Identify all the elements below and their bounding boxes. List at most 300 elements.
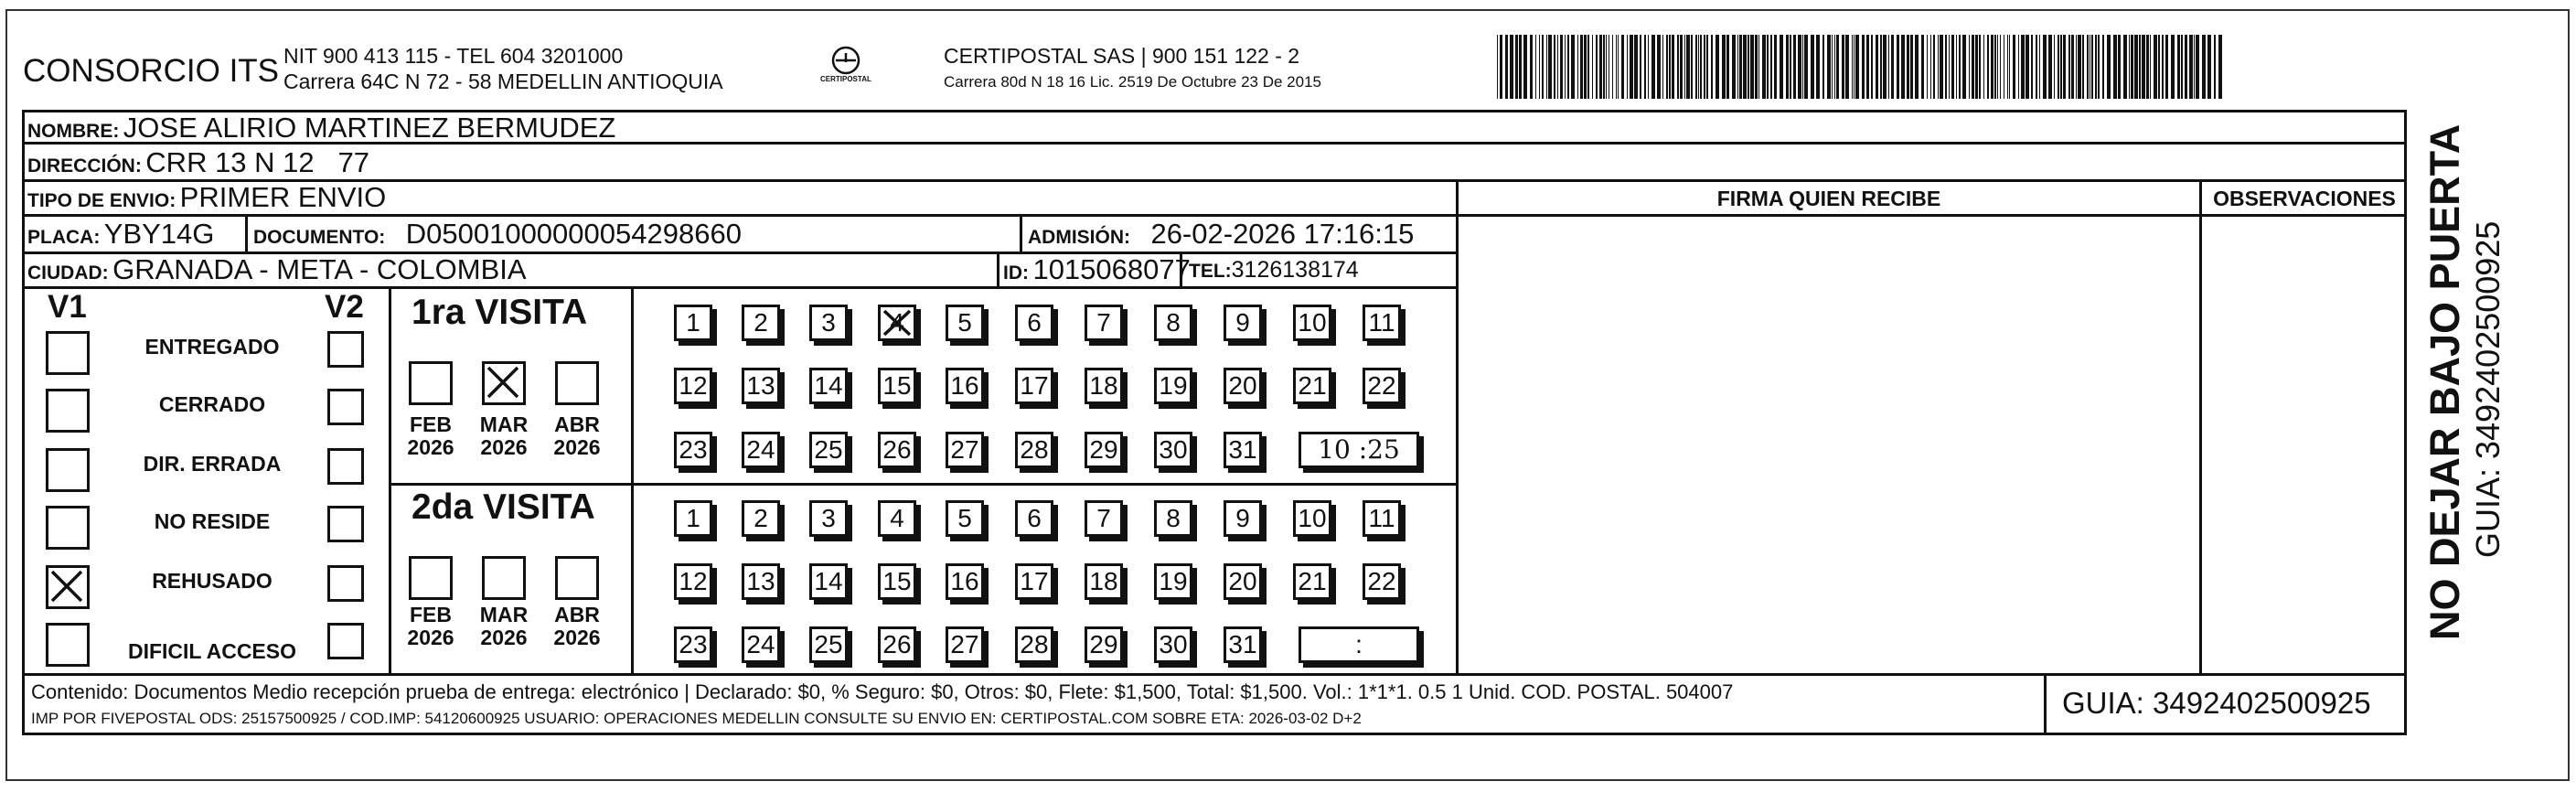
check-mark-icon [48, 568, 87, 606]
month-checkbox[interactable] [409, 556, 453, 600]
barcode-bar [1695, 35, 1697, 99]
day-box[interactable]: 16 [946, 563, 984, 600]
barcode-bar [1505, 35, 1508, 99]
barcode-bar [1546, 35, 1547, 99]
month-year: 2026 [553, 435, 601, 459]
side-guia: GUIA: 3492402500925 [2469, 220, 2507, 558]
barcode-bar [1811, 35, 1814, 99]
day-box[interactable]: 24 [742, 626, 780, 663]
check-mark-icon [485, 364, 523, 402]
city-value: GRANADA - META - COLOMBIA [112, 253, 527, 285]
barcode-bar [1762, 35, 1766, 99]
barcode-bar [1722, 35, 1726, 99]
barcode-bar [1739, 35, 1742, 99]
barcode-bar [2021, 35, 2025, 99]
barcode-bar [1774, 35, 1777, 99]
visit1-title: 1ra VISITA [412, 293, 588, 332]
barcode-bar [1790, 35, 1791, 99]
barcode-bar [1648, 35, 1649, 99]
plate-value: YBY14G [103, 218, 215, 250]
day-box[interactable]: 12 [674, 368, 712, 404]
col-line [631, 286, 634, 673]
barcode-bar [1834, 35, 1835, 99]
day-box[interactable]: 28 [1015, 432, 1053, 468]
day-box[interactable]: 7 [1085, 305, 1123, 341]
barcode-bar [1644, 35, 1646, 99]
barcode-bar [2131, 35, 2133, 99]
barcode-bar [1767, 35, 1769, 99]
certipostal-name: CERTIPOSTAL SAS | 900 151 122 - 2 [944, 44, 1300, 68]
v2-checkbox[interactable] [327, 389, 364, 425]
day-box[interactable]: 9 [1224, 500, 1262, 537]
barcode-bar [1793, 35, 1796, 99]
barcode-bar [1949, 35, 1950, 99]
admission-value: 26-02-2026 17:16:15 [1150, 218, 1415, 250]
check-mark-icon [881, 307, 915, 340]
barcode-bar [2091, 35, 2093, 99]
barcode-bar [1565, 35, 1566, 99]
day-box[interactable]: 19 [1154, 368, 1192, 404]
day-box[interactable]: 15 [878, 563, 916, 600]
barcode-bar [1616, 35, 1617, 99]
barcode-bar [1994, 35, 1996, 99]
barcode-bar [1871, 35, 1873, 99]
barcode-bar [1987, 35, 1989, 99]
barcode-bar [1897, 35, 1899, 99]
barcode-bar [2018, 35, 2019, 99]
day-box[interactable]: 26 [878, 626, 916, 663]
day-box[interactable]: 17 [1015, 563, 1053, 600]
barcode-bar [1743, 35, 1747, 99]
footer-imp: IMP POR FIVEPOSTAL ODS: 25157500925 / COD.IMP: 54120600925 USUARIO: OPERACIONES MEDELLIN CONSULTE SU ENVIO EN: CERTIPOSTAL.COM SOBRE ETA: 2026-03-02 D+2 [31, 710, 1362, 727]
day-box[interactable]: 8 [1154, 500, 1192, 537]
day-box[interactable]: 2 [742, 500, 780, 537]
day-box[interactable]: 3 [809, 500, 848, 537]
barcode-bar [2000, 35, 2001, 99]
day-box[interactable]: 23 [674, 432, 712, 468]
v1-checkbox[interactable] [46, 565, 90, 609]
barcode-bar [1975, 35, 1978, 99]
month-label [545, 413, 609, 459]
status-option-label: DIR. ERRADA [143, 452, 282, 476]
barcode-bar [2129, 35, 2130, 99]
day-box[interactable]: 30 [1154, 432, 1192, 468]
barcode-bar [1684, 35, 1685, 99]
day-box[interactable]: 6 [1015, 305, 1053, 341]
day-box[interactable]: 13 [742, 563, 780, 600]
day-box[interactable]: 26 [878, 432, 916, 468]
row-line [389, 483, 1459, 486]
barcode-bar [1969, 35, 1970, 99]
admission-label: ADMISIÓN: [1028, 227, 1130, 248]
document-value: D05001000000054298660 [405, 218, 742, 250]
barcode-bar [1510, 35, 1513, 99]
barcode-bar [1580, 35, 1583, 99]
month-year: 2026 [407, 626, 454, 649]
day-box[interactable]: 20 [1224, 368, 1262, 404]
barcode-bar [2171, 35, 2175, 99]
city-label: CIUDAD: [27, 262, 109, 284]
day-box[interactable]: 1 [674, 500, 712, 537]
day-box[interactable]: 31 [1224, 432, 1262, 468]
col-line [1020, 214, 1022, 252]
day-box[interactable]: 5 [946, 305, 984, 341]
v2-checkbox[interactable] [327, 506, 364, 542]
month-checkbox[interactable] [482, 361, 526, 405]
type-row [27, 181, 386, 214]
barcode-bar [1560, 35, 1563, 99]
certipostal-logo [818, 42, 873, 97]
month-name: ABR [554, 603, 600, 626]
visit-time-box[interactable]: 10 :25 [1299, 432, 1419, 468]
barcode-bar [2181, 35, 2183, 99]
month-name: FEB [410, 412, 452, 436]
row-line [22, 286, 1458, 289]
barcode-bar [1606, 35, 1607, 99]
day-box[interactable]: 23 [674, 626, 712, 663]
barcode-bar [1592, 35, 1593, 99]
day-box[interactable]: 22 [1363, 563, 1401, 600]
barcode-bar [1854, 35, 1855, 99]
document-cell [253, 218, 742, 251]
barcode-bar [2031, 35, 2033, 99]
status-option-label: DIFICIL ACCESO [127, 639, 296, 663]
barcode-bar [1657, 35, 1661, 99]
v1-checkbox[interactable] [46, 506, 90, 550]
barcode-bar [1891, 35, 1894, 99]
barcode-bar [1940, 35, 1943, 99]
barcode-bar [1804, 35, 1808, 99]
type-label: TIPO DE ENVIO: [27, 190, 176, 211]
barcode-bar [1691, 35, 1693, 99]
day-box[interactable]: 29 [1085, 432, 1123, 468]
name-label: NOMBRE: [27, 121, 120, 142]
barcode-bar [2071, 35, 2074, 99]
barcode-bar [2154, 35, 2157, 99]
barcode-bar [1700, 35, 1702, 99]
tel-label: TEL: [1189, 261, 1232, 282]
barcode-bar [1662, 35, 1663, 99]
barcode-bar [1716, 35, 1719, 99]
day-box[interactable]: 25 [809, 432, 848, 468]
month-name: FEB [410, 603, 452, 626]
name-value: JOSE ALIRIO MARTINEZ BERMUDEZ [123, 112, 616, 144]
barcode-bar [2058, 35, 2059, 99]
logo-text: CERTIPOSTAL [820, 75, 871, 83]
barcode-bar [2087, 35, 2089, 99]
observations-header: OBSERVACIONES [2213, 187, 2396, 210]
barcode-bar [1497, 35, 1498, 99]
status-option-label: CERRADO [158, 392, 266, 416]
footer-content: Contenido: Documentos Medio recepción prueba de entrega: electrónico | Declarado: $0, % Seguro: $0, Otros: $0, Flete: $1,500, Total: $1,500. Vol.: 1*1*1. 0.5 1 Unid. COD. POSTAL. 504007 [31, 680, 1734, 703]
footer-guia: GUIA: 3492402500925 [2062, 686, 2371, 720]
day-box[interactable]: 4 [878, 500, 916, 537]
row-line [22, 214, 1458, 217]
col-line [245, 214, 248, 252]
month-checkbox[interactable] [409, 361, 453, 405]
barcode-bar [1621, 35, 1624, 99]
barcode-bar [2189, 35, 2193, 99]
barcode-bar [1680, 35, 1683, 99]
barcode-bar [2146, 35, 2149, 99]
v2-checkbox[interactable] [327, 565, 364, 602]
barcode-bar [2107, 35, 2111, 99]
address-label: DIRECCIÓN: [27, 155, 142, 177]
day-box[interactable]: 27 [946, 432, 984, 468]
day-box[interactable]: 13 [742, 368, 780, 404]
barcode-bar [1523, 35, 1527, 99]
barcode-bar [2043, 35, 2047, 99]
v1-checkbox[interactable] [46, 623, 90, 667]
barcode-bar [1596, 35, 1598, 99]
barcode-bar [1930, 35, 1931, 99]
day-box[interactable]: 25 [809, 626, 848, 663]
barcode-bar [2207, 35, 2211, 99]
day-box[interactable]: 14 [809, 368, 848, 404]
month-checkbox[interactable] [555, 556, 599, 600]
barcode-bar [2078, 35, 2081, 99]
company-address: Carrera 64C N 72 - 58 MEDELLIN ANTIOQUIA [283, 70, 723, 93]
barcode-bar [2196, 35, 2199, 99]
barcode-bar [1832, 35, 1833, 99]
day-box[interactable]: 9 [1224, 305, 1262, 341]
barcode-bar [2013, 35, 2015, 99]
barcode-bar [2165, 35, 2168, 99]
barcode-bar [2218, 35, 2222, 99]
barcode-bar [2150, 35, 2151, 99]
barcode-bar [1618, 35, 1619, 99]
barcode-bar [2194, 35, 2195, 99]
day-box[interactable]: 21 [1293, 368, 1331, 404]
barcode-bar [1888, 35, 1889, 99]
day-box[interactable]: 1 [674, 305, 712, 341]
barcode-bar [2185, 35, 2187, 99]
month-checkbox[interactable] [482, 556, 526, 600]
day-box[interactable]: 27 [946, 626, 984, 663]
barcode-bar [1669, 35, 1671, 99]
barcode-bar [1640, 35, 1641, 99]
barcode-bar [2063, 35, 2066, 99]
barcode-bar [1827, 35, 1831, 99]
day-box[interactable]: 11 [1363, 305, 1401, 341]
v1-checkbox[interactable] [46, 331, 90, 375]
barcode-bar [1959, 35, 1961, 99]
barcode-bar [1862, 35, 1865, 99]
day-box[interactable]: 5 [946, 500, 984, 537]
barcode-bar [2102, 35, 2104, 99]
day-box[interactable]: 24 [742, 432, 780, 468]
type-value: PRIMER ENVIO [179, 181, 387, 213]
day-box[interactable]: 22 [1363, 368, 1401, 404]
day-box[interactable]: 3 [809, 305, 848, 341]
day-box[interactable]: 10 [1293, 500, 1331, 537]
barcode-bar [1726, 35, 1729, 99]
barcode-bar [1945, 35, 1947, 99]
barcode-bar [1983, 35, 1984, 99]
row-line [1456, 214, 2407, 217]
barcode-bar [1845, 35, 1849, 99]
document-label: DOCUMENTO: [253, 227, 386, 248]
barcode-bar [1571, 35, 1575, 99]
month-label [472, 604, 536, 649]
day-box[interactable]: 12 [674, 563, 712, 600]
v2-header: V2 [325, 289, 364, 325]
barcode-bar [2139, 35, 2141, 99]
status-option-label: REHUSADO [152, 569, 273, 593]
day-box[interactable]: 28 [1015, 626, 1053, 663]
city-cell [27, 253, 527, 286]
barcode-bar [2095, 35, 2097, 99]
barcode-bar [1519, 35, 1522, 99]
barcode-bar [1584, 35, 1587, 99]
col-line [997, 252, 999, 286]
barcode-bar [1991, 35, 1993, 99]
barcode-bar [1672, 35, 1674, 99]
visit2-title: 2da VISITA [412, 487, 595, 527]
barcode-bar [1535, 35, 1536, 99]
day-box[interactable]: 31 [1224, 626, 1262, 663]
day-box[interactable]: 2 [742, 305, 780, 341]
barcode-bar [1770, 35, 1772, 99]
month-label [472, 413, 536, 459]
barcode-bar [1748, 35, 1749, 99]
barcode-bar [1927, 35, 1928, 99]
barcode-bar [2060, 35, 2062, 99]
barcode-bar [2036, 35, 2037, 99]
barcode-bar [2048, 35, 2052, 99]
barcode-bar [1938, 35, 1939, 99]
month-label [399, 413, 463, 459]
day-box[interactable]: 21 [1293, 563, 1331, 600]
barcode-bar [1704, 35, 1705, 99]
address-row [27, 146, 369, 179]
day-box[interactable]: 17 [1015, 368, 1053, 404]
v2-checkbox[interactable] [327, 331, 364, 368]
barcode-bar [1915, 35, 1919, 99]
barcode-bar [1852, 35, 1853, 99]
tel-value: 3126138174 [1231, 257, 1359, 283]
barcode-bar [2068, 35, 2070, 99]
barcode-bar [1542, 35, 1544, 99]
barcode-bar [1910, 35, 1913, 99]
barcode-bar [1500, 35, 1502, 99]
name-row [27, 112, 615, 144]
barcode-bar [2009, 35, 2010, 99]
barcode-bar [1933, 35, 1935, 99]
signature-header: FIRMA QUIEN RECIBE [1716, 187, 1941, 210]
day-box[interactable]: 19 [1154, 563, 1192, 600]
v2-checkbox[interactable] [327, 448, 364, 485]
side-warning: NO DEJAR BAJO PUERTA [2421, 123, 2468, 640]
barcode-bar [1732, 35, 1736, 99]
barcode-bar [1599, 35, 1602, 99]
barcode-bar [1956, 35, 1957, 99]
barcode-bar [1758, 35, 1759, 99]
day-box[interactable]: 14 [809, 563, 848, 600]
barcode-bar [2113, 35, 2117, 99]
day-box[interactable]: 11 [1363, 500, 1401, 537]
col-line [2044, 673, 2047, 735]
barcode-bar [2082, 35, 2084, 99]
month-label [545, 604, 609, 649]
barcode [1495, 35, 2227, 99]
v1-checkbox[interactable] [46, 448, 90, 492]
day-box[interactable]: 10 [1293, 305, 1331, 341]
barcode-bar [1901, 35, 1905, 99]
plate-label: PLACA: [27, 227, 101, 248]
barcode-bar [1822, 35, 1824, 99]
barcode-bar [1755, 35, 1758, 99]
month-name: MAR [479, 412, 529, 436]
barcode-bar [2118, 35, 2121, 99]
barcode-bar [1539, 35, 1540, 99]
col-line [389, 286, 391, 673]
day-box[interactable]: 7 [1085, 500, 1123, 537]
barcode-bar [1530, 35, 1533, 99]
day-box[interactable]: 16 [946, 368, 984, 404]
month-name: ABR [554, 412, 600, 436]
barcode-bar [2026, 35, 2029, 99]
barcode-bar [1603, 35, 1605, 99]
day-box[interactable]: 8 [1154, 305, 1192, 341]
barcode-bar [1780, 35, 1783, 99]
barcode-bar [1921, 35, 1924, 99]
barcode-bar [1972, 35, 1974, 99]
barcode-bar [1548, 35, 1552, 99]
day-box[interactable]: 29 [1085, 626, 1123, 663]
barcode-bar [1836, 35, 1839, 99]
address-value: CRR 13 N 12 77 [145, 146, 369, 178]
v2-checkbox[interactable] [327, 623, 364, 659]
visit-time-box[interactable]: : [1299, 626, 1419, 663]
v1-checkbox[interactable] [46, 389, 90, 433]
barcode-bar [2177, 35, 2180, 99]
barcode-bar [1677, 35, 1679, 99]
barcode-bar [1798, 35, 1801, 99]
day-box[interactable]: 4 [878, 305, 916, 341]
month-year: 2026 [480, 626, 528, 649]
barcode-bar [1876, 35, 1878, 99]
barcode-bar [2202, 35, 2206, 99]
barcode-bar [2158, 35, 2160, 99]
barcode-bar [1816, 35, 1820, 99]
barcode-bar [2039, 35, 2040, 99]
barcode-bar [1842, 35, 1844, 99]
status-option-label: NO RESIDE [154, 509, 271, 533]
month-name: MAR [479, 603, 529, 626]
day-box[interactable]: 6 [1015, 500, 1053, 537]
day-box[interactable]: 30 [1154, 626, 1192, 663]
col-line [1456, 179, 1459, 673]
day-box[interactable]: 20 [1224, 563, 1262, 600]
barcode-bar [1630, 35, 1633, 99]
day-box[interactable]: 18 [1085, 368, 1123, 404]
barcode-bar [2142, 35, 2145, 99]
id-cell [1003, 253, 1191, 286]
barcode-bar [1737, 35, 1738, 99]
day-box[interactable]: 18 [1085, 563, 1123, 600]
v1-header: V1 [48, 289, 87, 325]
barcode-bar [1951, 35, 1954, 99]
barcode-bar [1577, 35, 1578, 99]
day-box[interactable]: 15 [878, 368, 916, 404]
barcode-bar [2098, 35, 2100, 99]
month-checkbox[interactable] [555, 361, 599, 405]
id-value: 1015068077 [1032, 253, 1191, 285]
status-option-label: ENTREGADO [144, 335, 280, 359]
col-line [2199, 179, 2202, 673]
barcode-bar [1997, 35, 1998, 99]
